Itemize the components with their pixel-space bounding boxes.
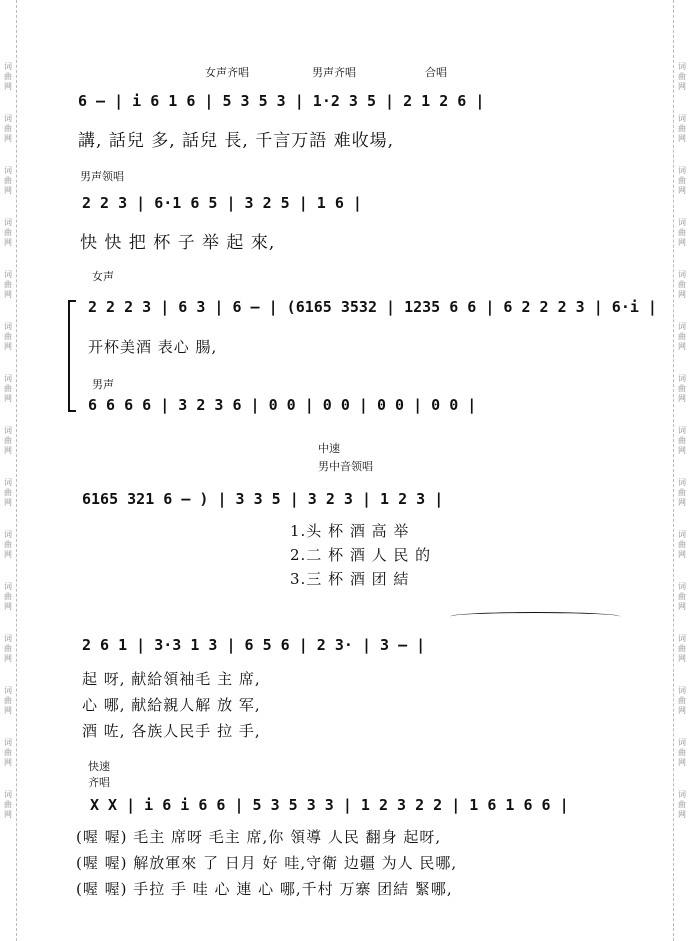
margin-glyph: 曲 <box>4 176 12 185</box>
margin-glyph: 网 <box>678 82 686 91</box>
margin-glyph: 词 <box>678 582 686 591</box>
margin-glyph: 网 <box>678 186 686 195</box>
margin-glyph: 词 <box>4 478 12 487</box>
section4-tag-tempo: 中速 <box>318 442 340 455</box>
margin-glyph: 曲 <box>678 332 686 341</box>
section6-notation: X X | i 6 i 6 6 | 5 3 5 3 3 | 1 2 3 2 2 | 1 6 1 6 6 | <box>90 796 569 814</box>
section1-lyric: 講, 話兒 多, 話兒 長, 千言万語 难收場, <box>78 131 395 151</box>
margin-glyph: 网 <box>4 550 12 559</box>
margin-glyph-group <box>4 686 12 716</box>
margin-glyph: 网 <box>678 394 686 403</box>
margin-glyph: 曲 <box>678 72 686 81</box>
margin-glyph: 网 <box>4 238 12 247</box>
margin-glyph: 词 <box>678 270 686 279</box>
left-margin-strip <box>0 0 17 941</box>
margin-glyph: 词 <box>678 62 686 71</box>
margin-glyph-group <box>678 790 686 820</box>
margin-glyph: 曲 <box>678 540 686 549</box>
margin-glyph: 网 <box>4 82 12 91</box>
margin-glyph: 词 <box>678 114 686 123</box>
margin-glyph: 网 <box>678 654 686 663</box>
margin-glyph: 网 <box>678 446 686 455</box>
margin-glyph: 网 <box>4 290 12 299</box>
margin-glyph: 词 <box>678 374 686 383</box>
margin-glyph: 曲 <box>678 228 686 237</box>
margin-glyph-group <box>4 62 12 92</box>
section6-lyric-verse1: (喔 喔) 毛主 席呀 毛主 席,你 領導 人民 翻身 起呀, <box>76 828 442 846</box>
margin-glyph: 曲 <box>4 748 12 757</box>
margin-glyph: 曲 <box>678 436 686 445</box>
margin-glyph-group <box>678 270 686 300</box>
margin-glyph: 词 <box>4 166 12 175</box>
section3-notation-bottom: 6 6 6 6 | 3 2 3 6 | 0 0 | 0 0 | 0 0 | 0 0 | <box>88 396 477 414</box>
margin-glyph: 曲 <box>678 592 686 601</box>
margin-glyph: 词 <box>678 166 686 175</box>
margin-glyph: 词 <box>678 686 686 695</box>
margin-glyph: 曲 <box>4 540 12 549</box>
margin-glyph: 网 <box>678 758 686 767</box>
margin-glyph: 词 <box>678 426 686 435</box>
margin-glyph: 词 <box>678 478 686 487</box>
margin-glyph: 曲 <box>678 644 686 653</box>
margin-glyph: 网 <box>678 602 686 611</box>
section4-lyric-verse1: 1.头 杯 酒 高 举 <box>290 522 410 540</box>
margin-glyph-group <box>678 322 686 352</box>
margin-glyph-group <box>4 530 12 560</box>
margin-glyph: 曲 <box>4 592 12 601</box>
margin-glyph-group <box>4 738 12 768</box>
margin-glyph-group <box>4 582 12 612</box>
margin-glyph: 曲 <box>678 488 686 497</box>
margin-glyph: 词 <box>678 790 686 799</box>
margin-glyph: 网 <box>4 654 12 663</box>
margin-glyph: 网 <box>678 550 686 559</box>
margin-glyph: 网 <box>678 810 686 819</box>
margin-glyph: 曲 <box>4 332 12 341</box>
margin-glyph: 曲 <box>4 280 12 289</box>
section4-notation: 6165 321 6 – ) | 3 3 5 | 3 2 3 | 1 2 3 | <box>82 490 444 508</box>
section5-lyric-verse3: 酒 咗, 各族人民手 拉 手, <box>82 722 261 740</box>
margin-glyph: 网 <box>4 602 12 611</box>
margin-glyph-group <box>678 426 686 456</box>
section1-notation: 6 – | i 6 1 6 | 5 3 5 3 | 1·2 3 5 | 2 1 2 6 | <box>78 92 485 110</box>
margin-glyph: 词 <box>4 790 12 799</box>
section3-tag-male: 男声 <box>92 378 114 391</box>
margin-glyph: 网 <box>4 134 12 143</box>
section4-lyric-verse2: 2.二 杯 酒 人 民 的 <box>290 546 432 564</box>
margin-glyph: 网 <box>4 706 12 715</box>
margin-glyph: 曲 <box>4 800 12 809</box>
section6-lyric-verse3: (喔 喔) 手拉 手 哇 心 連 心 哪,千村 万寨 团結 緊哪, <box>76 880 453 898</box>
margin-glyph: 词 <box>4 114 12 123</box>
margin-glyph: 网 <box>4 186 12 195</box>
section4-tag-baritone: 男中音领唱 <box>318 460 373 473</box>
margin-glyph: 网 <box>678 238 686 247</box>
section2-tag-male-lead: 男声领唱 <box>80 170 124 183</box>
section3-tag-female: 女声 <box>92 270 114 283</box>
section6-tag-unison: 齐唱 <box>88 776 110 789</box>
margin-glyph: 词 <box>678 530 686 539</box>
margin-glyph-group <box>4 114 12 144</box>
margin-glyph-group <box>678 634 686 664</box>
margin-glyph: 曲 <box>678 280 686 289</box>
margin-glyph: 词 <box>4 738 12 747</box>
margin-glyph: 词 <box>678 738 686 747</box>
margin-glyph-group <box>4 322 12 352</box>
margin-glyph: 曲 <box>678 800 686 809</box>
section3-notation-top: 2 2 2 3 | 6 3 | 6 – | (6165 3532 | 1235 6 6 | 6 2 2 2 3 | 6·i | <box>88 298 657 316</box>
margin-glyph: 词 <box>4 374 12 383</box>
margin-glyph: 曲 <box>4 488 12 497</box>
margin-glyph: 曲 <box>4 72 12 81</box>
margin-glyph-group <box>678 686 686 716</box>
margin-glyph: 曲 <box>4 644 12 653</box>
right-margin-strip <box>673 0 690 941</box>
margin-glyph: 网 <box>4 758 12 767</box>
margin-glyph: 网 <box>4 342 12 351</box>
margin-glyph: 网 <box>678 134 686 143</box>
section1-tag-female: 女声齐唱 <box>205 66 249 79</box>
section5-lyric-verse2: 心 哪, 献給親人解 放 军, <box>82 696 261 714</box>
margin-glyph-group <box>4 218 12 248</box>
margin-glyph: 曲 <box>678 384 686 393</box>
margin-glyph: 词 <box>678 218 686 227</box>
section1-tag-male: 男声齐唱 <box>312 66 356 79</box>
margin-glyph: 词 <box>4 426 12 435</box>
section5-lyric-verse1: 起 呀, 献給領袖毛 主 席, <box>82 670 261 688</box>
margin-glyph-group <box>678 62 686 92</box>
margin-glyph: 词 <box>4 634 12 643</box>
section6-tag-tempo: 快速 <box>88 760 110 773</box>
margin-glyph: 词 <box>4 686 12 695</box>
margin-glyph: 曲 <box>4 436 12 445</box>
margin-glyph: 词 <box>4 270 12 279</box>
section6-lyric-verse2: (喔 喔) 解放軍來 了 日月 好 哇,守衛 边疆 为人 民哪, <box>76 854 458 872</box>
section4-lyric-verse3: 3.三 杯 酒 团 結 <box>290 570 410 588</box>
margin-glyph: 曲 <box>678 696 686 705</box>
section5-slur <box>450 612 620 621</box>
margin-glyph: 网 <box>678 290 686 299</box>
margin-glyph-group <box>4 270 12 300</box>
margin-glyph-group <box>4 374 12 404</box>
margin-glyph: 曲 <box>678 176 686 185</box>
margin-glyph-group <box>678 738 686 768</box>
system-brace <box>68 300 76 412</box>
margin-glyph-group <box>678 530 686 560</box>
margin-glyph: 词 <box>4 218 12 227</box>
margin-glyph: 网 <box>678 706 686 715</box>
margin-glyph-group <box>678 166 686 196</box>
margin-glyph: 曲 <box>4 384 12 393</box>
margin-glyph: 词 <box>678 322 686 331</box>
margin-glyph-group <box>678 478 686 508</box>
margin-glyph-group <box>4 426 12 456</box>
margin-glyph: 曲 <box>4 696 12 705</box>
margin-glyph: 网 <box>4 810 12 819</box>
section3-lyric-top: 开杯美酒 表心 腸, <box>88 338 218 356</box>
margin-glyph: 网 <box>4 498 12 507</box>
margin-glyph-group <box>4 634 12 664</box>
section1-tag-chorus: 合唱 <box>425 66 447 79</box>
margin-glyph: 词 <box>4 62 12 71</box>
margin-glyph: 词 <box>4 322 12 331</box>
margin-glyph: 网 <box>4 394 12 403</box>
margin-glyph: 网 <box>4 446 12 455</box>
margin-glyph: 曲 <box>4 124 12 133</box>
margin-glyph-group <box>4 166 12 196</box>
margin-glyph: 词 <box>4 530 12 539</box>
margin-glyph: 网 <box>678 342 686 351</box>
margin-glyph: 曲 <box>678 748 686 757</box>
section2-lyric: 快 快 把 杯 子 举 起 來, <box>80 233 276 253</box>
margin-glyph: 曲 <box>678 124 686 133</box>
margin-glyph: 网 <box>678 498 686 507</box>
margin-glyph-group <box>678 582 686 612</box>
margin-glyph-group <box>4 790 12 820</box>
margin-glyph: 曲 <box>4 228 12 237</box>
margin-glyph-group <box>678 114 686 144</box>
section5-notation: 2 6 1 | 3·3 1 3 | 6 5 6 | 2 3· | 3 – | <box>82 636 426 654</box>
section2-notation: 2 2 3 | 6·1 6 5 | 3 2 5 | 1 6 | <box>82 194 362 212</box>
margin-glyph-group <box>4 478 12 508</box>
margin-glyph: 词 <box>678 634 686 643</box>
margin-glyph-group <box>678 374 686 404</box>
margin-glyph-group <box>678 218 686 248</box>
margin-glyph: 词 <box>4 582 12 591</box>
